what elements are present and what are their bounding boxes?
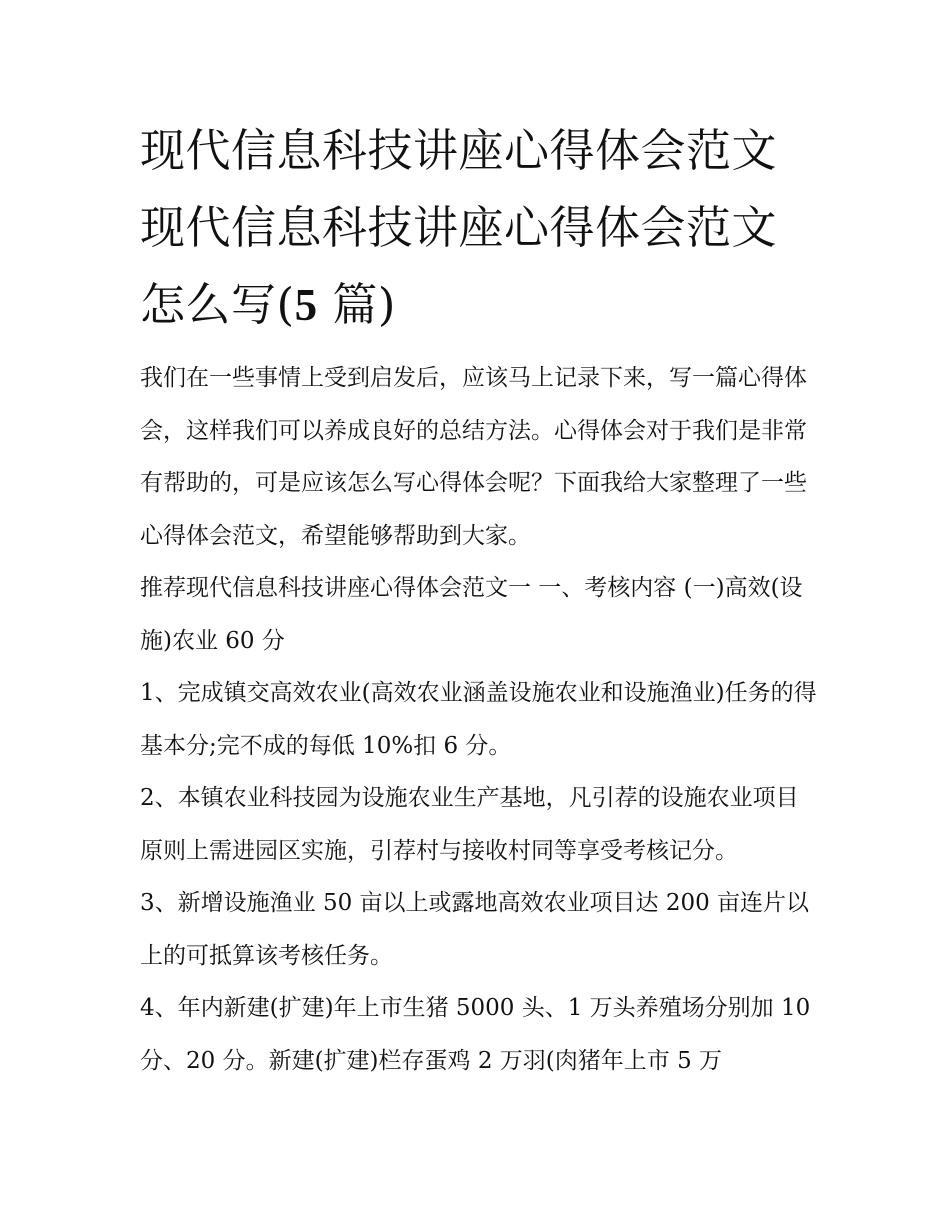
item-3-paragraph: 3、新增设施渔业 50 亩以上或露地高效农业项目达 200 亩连片以上的可抵算该考核任务。	[140, 890, 810, 969]
section-heading-paragraph: 推荐现代信息科技讲座心得体会范文一 一、考核内容 (一)高效(设施)农业 60 分	[140, 575, 803, 654]
document-page	[140, 112, 820, 1087]
title-text: 现代信息科技讲座心得体会范文 现代信息科技讲座心得体会范文怎么写(	[140, 124, 778, 331]
title-count: 5	[294, 280, 318, 330]
item-1-paragraph: 1、完成镇交高效农业(高效农业涵盖设施农业和设施渔业)任务的得基本分;完不成的每低 10%扣 6 分。	[140, 680, 817, 759]
intro-paragraph: 我们在一些事情上受到启发后，应该马上记录下来，写一篇心得体会，这样我们可以养成良好的总结方法。心得体会对于我们是非常有帮助的，可是应该怎么写心得体会呢？下面我给大家整理了一些心得体会范文，希望能够帮助到大家。	[140, 365, 807, 549]
item-4-paragraph: 4、年内新建(扩建)年上市生猪 5000 头、1 万头养殖场分别加 10 分、20 分。新建(扩建)栏存蛋鸡 2 万羽(肉猪年上市 5 万	[140, 995, 811, 1074]
item-2-paragraph: 2、本镇农业科技园为设施农业生产基地，凡引荐的设施农业项目原则上需进园区实施，引荐村与接收村同等享受考核记分。	[140, 785, 799, 864]
document-title	[140, 112, 820, 344]
title-tail: 篇)	[317, 278, 396, 331]
